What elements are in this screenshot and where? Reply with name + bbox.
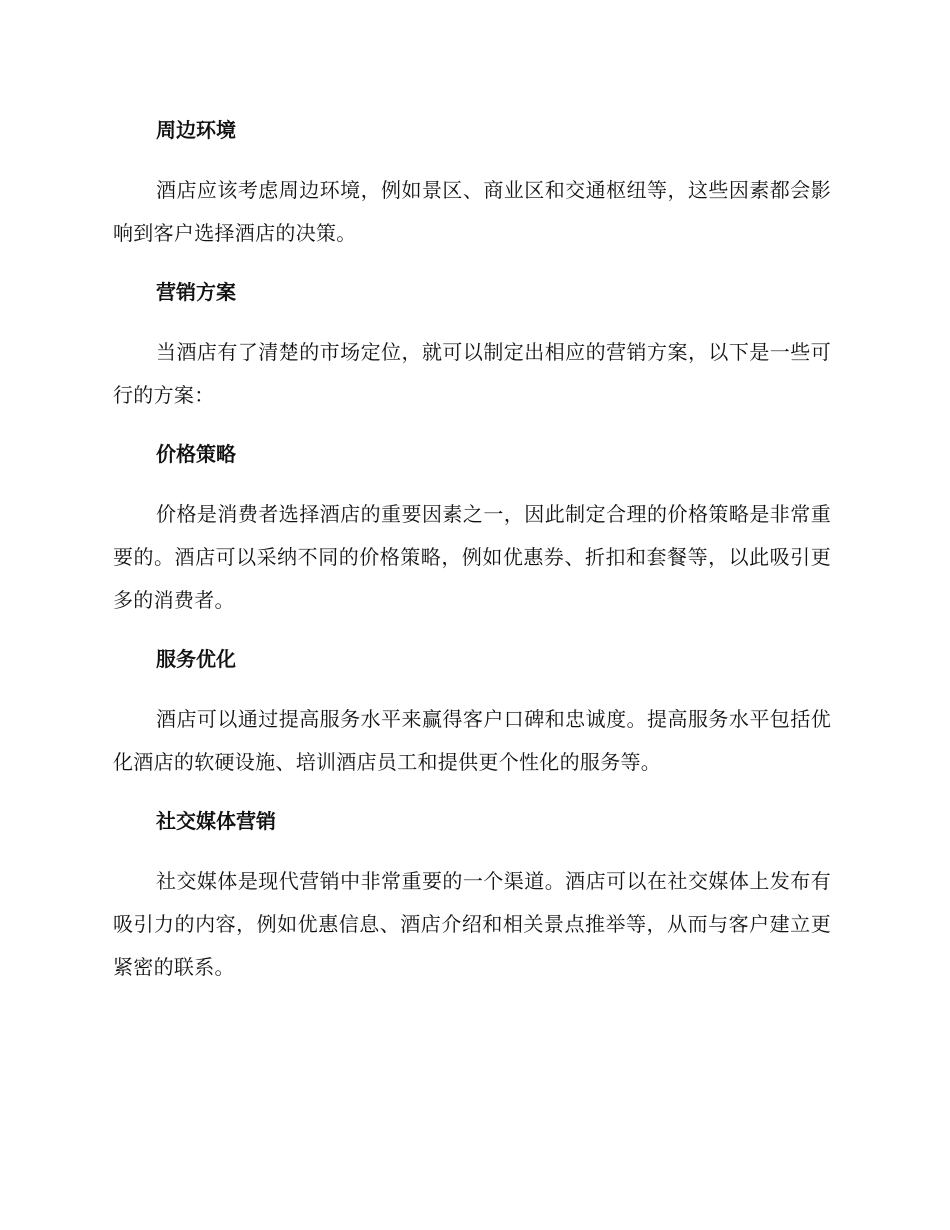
section-paragraph: 社交媒体是现代营销中非常重要的一个渠道。酒店可以在社交媒体上发布有吸引力的内容，例如优惠信息、酒店介绍和相关景点推举等，从而与客户建立更紧密的联系。 bbox=[113, 869, 831, 979]
section-heading: 周边环境 bbox=[156, 118, 236, 142]
document-page bbox=[113, 111, 831, 989]
section-surroundings bbox=[113, 111, 831, 273]
section-social-media-marketing bbox=[113, 802, 831, 989]
section-heading: 服务优化 bbox=[156, 647, 236, 671]
section-paragraph: 价格是消费者选择酒店的重要因素之一，因此制定合理的价格策略是非常重要的。酒店可以采纳不同的价格策略，例如优惠券、折扣和套餐等，以此吸引更多的消费者。 bbox=[113, 502, 831, 612]
section-paragraph: 酒店应该考虑周边环境，例如景区、商业区和交通枢纽等，这些因素都会影响到客户选择酒店的决策。 bbox=[113, 178, 831, 245]
section-service-optimization bbox=[113, 640, 831, 802]
section-paragraph: 当酒店有了清楚的市场定位，就可以制定出相应的营销方案，以下是一些可行的方案： bbox=[113, 340, 831, 407]
section-heading: 社交媒体营销 bbox=[156, 809, 276, 833]
section-pricing-strategy bbox=[113, 435, 831, 640]
section-heading: 营销方案 bbox=[156, 280, 236, 304]
section-heading: 价格策略 bbox=[156, 442, 236, 466]
section-paragraph: 酒店可以通过提高服务水平来赢得客户口碑和忠诚度。提高服务水平包括优化酒店的软硬设施、培训酒店员工和提供更个性化的服务等。 bbox=[113, 707, 831, 774]
section-marketing-plan bbox=[113, 273, 831, 435]
